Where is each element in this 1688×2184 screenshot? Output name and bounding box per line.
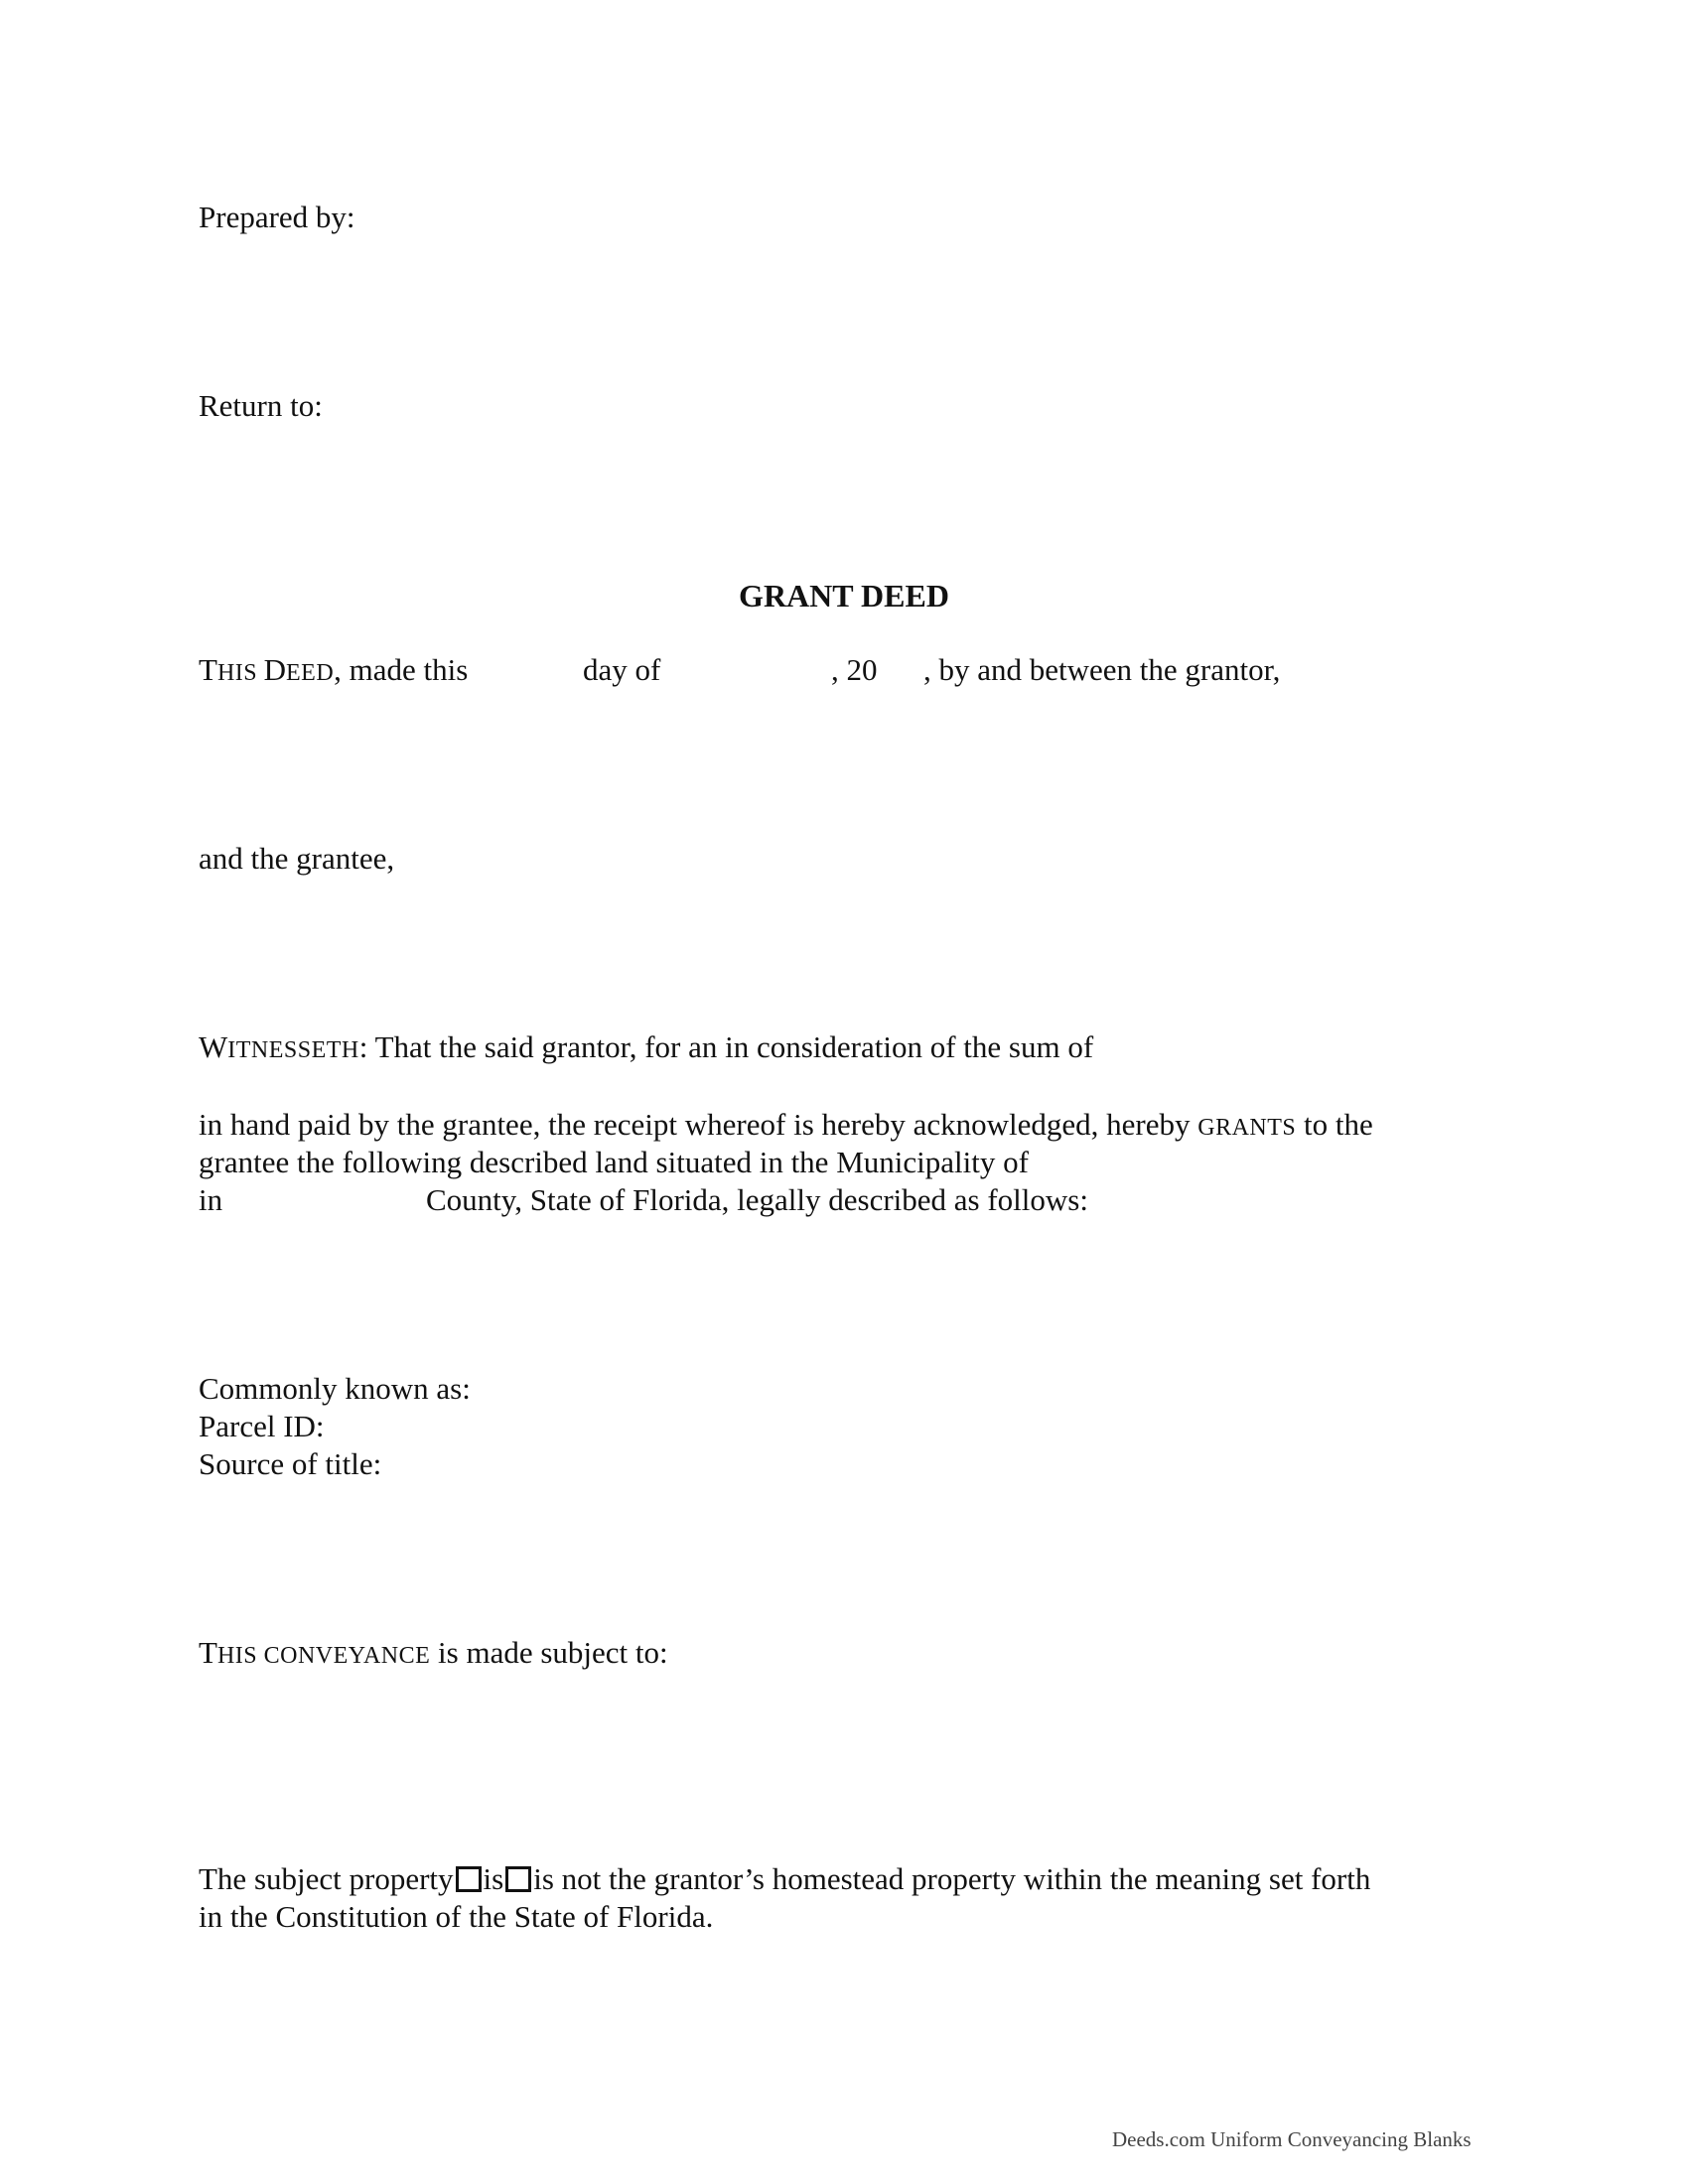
homestead-is-checkbox[interactable] bbox=[456, 1866, 482, 1892]
year-prefix-text: , 20 bbox=[831, 652, 878, 687]
homestead-is-not-checkbox[interactable] bbox=[505, 1866, 531, 1892]
homestead-is-label: is bbox=[483, 1861, 504, 1896]
homestead-intro: The subject property bbox=[199, 1861, 454, 1896]
witnesseth-text: : That the said grantor, for an in consideration of the sum of bbox=[358, 1029, 1094, 1064]
source-of-title-label: Source of title: bbox=[199, 1446, 382, 1481]
grant-line-1 bbox=[199, 1106, 1373, 1147]
return-to-label: Return to: bbox=[199, 388, 323, 423]
homestead-line-1 bbox=[199, 1860, 1370, 1898]
homestead-is-not-label: is not the grantor’s homestead property within the meaning set forth bbox=[533, 1861, 1371, 1896]
this-deed-label: THIS DEED bbox=[199, 652, 335, 687]
day-of-text: day of bbox=[583, 652, 661, 687]
witnesseth-line bbox=[199, 1028, 1093, 1069]
prepared-by-label: Prepared by: bbox=[199, 200, 355, 234]
conveyance-text: is made subject to: bbox=[438, 1635, 668, 1670]
grant-line-2: grantee the following described land situated in the Municipality of bbox=[199, 1145, 1029, 1179]
grant-line-3-county: County, State of Florida, legally described as follows: bbox=[426, 1182, 1088, 1217]
homestead-line-2: in the Constitution of the State of Florida. bbox=[199, 1899, 714, 1934]
grants-label: GRANTS bbox=[1197, 1115, 1297, 1141]
grantee-line: and the grantee, bbox=[199, 841, 395, 876]
footer-credit: Deeds.com Uniform Conveyancing Blanks bbox=[1112, 2127, 1472, 2151]
grant-line-1-end: to the bbox=[1304, 1107, 1373, 1142]
commonly-known-label: Commonly known as: bbox=[199, 1371, 471, 1406]
grant-line-3-in: in bbox=[199, 1182, 223, 1217]
grant-line-1-text: in hand paid by the grantee, the receipt whereof is hereby acknowledged, hereby bbox=[199, 1107, 1191, 1142]
made-this-text: , made this bbox=[334, 652, 469, 687]
conveyance-line bbox=[199, 1634, 668, 1675]
deed-opening bbox=[199, 651, 468, 692]
this-conveyance-label: THIS CONVEYANCE bbox=[199, 1635, 431, 1670]
document-title: GRANT DEED bbox=[739, 578, 949, 614]
between-grantor-text: , by and between the grantor, bbox=[923, 652, 1281, 687]
parcel-id-label: Parcel ID: bbox=[199, 1409, 325, 1443]
witnesseth-label: WITNESSETH bbox=[199, 1029, 359, 1064]
